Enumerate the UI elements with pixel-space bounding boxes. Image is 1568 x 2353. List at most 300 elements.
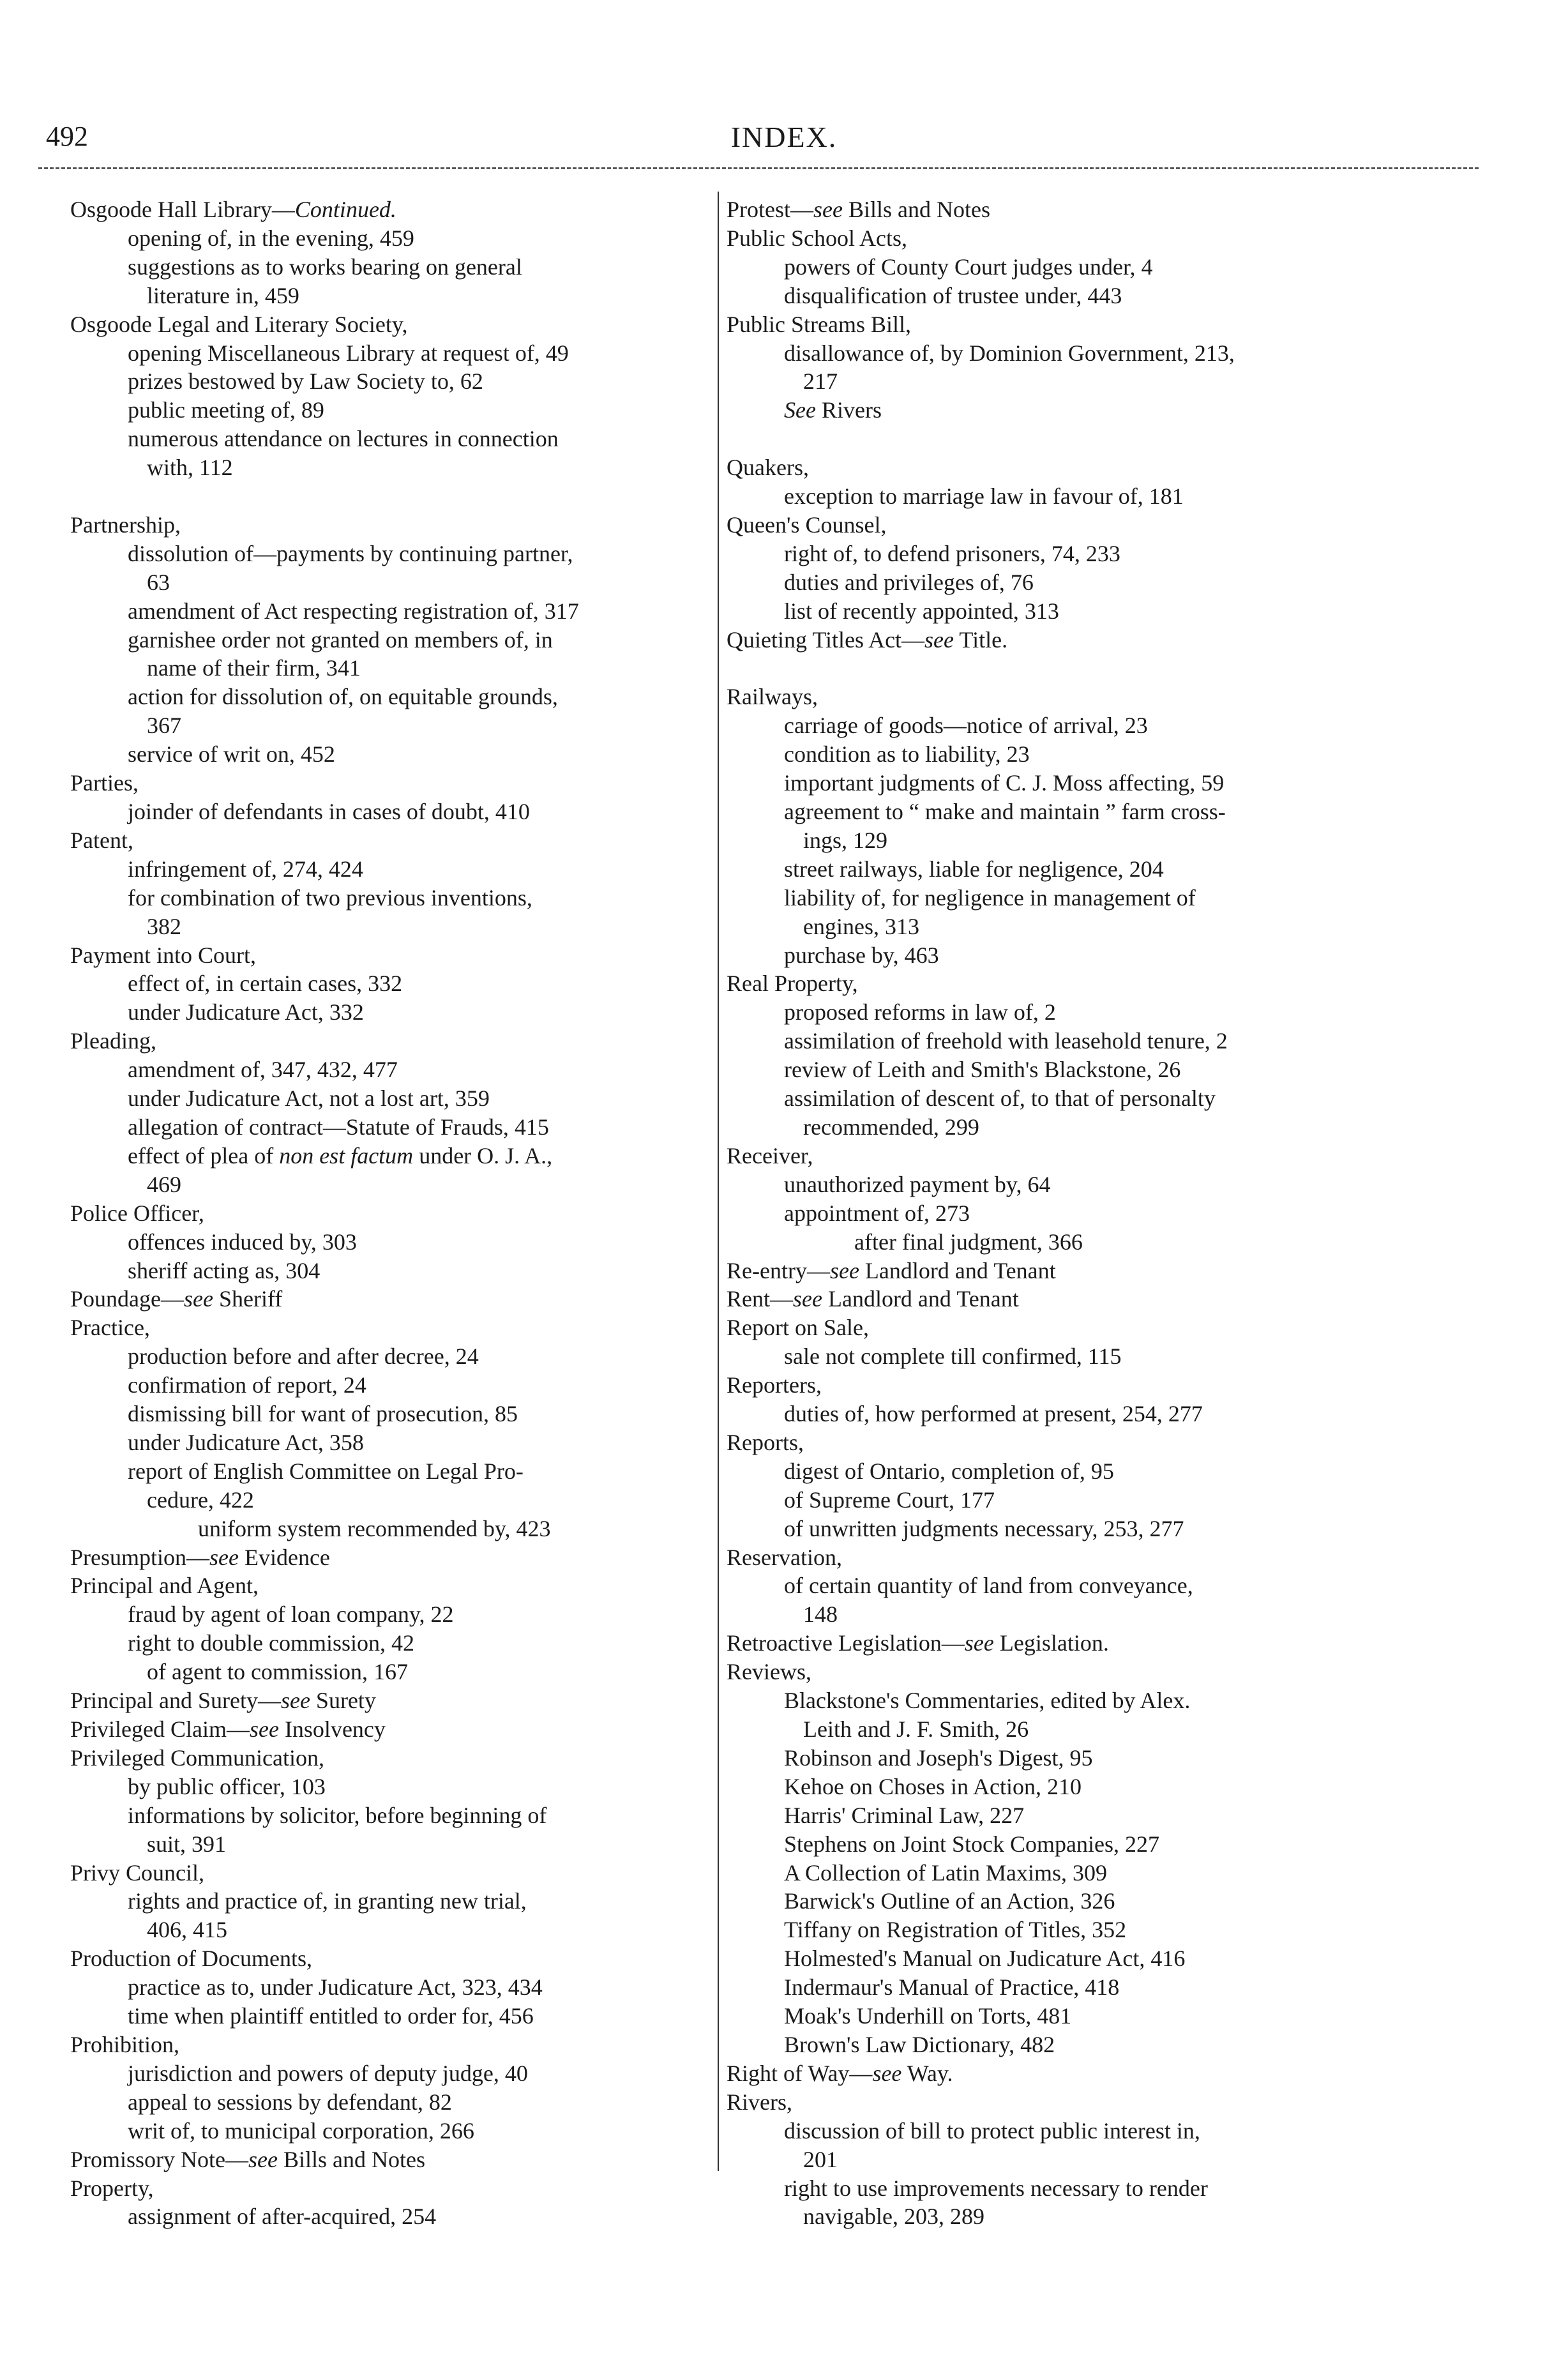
- entry-text: suggestions as to works bearing on general: [128, 253, 522, 280]
- index-subentry: [727, 2031, 1235, 2059]
- entry-text: Queen's Counsel,: [727, 511, 887, 538]
- entry-text: disqualification of trustee under, 443: [784, 282, 1122, 308]
- index-subentry: [70, 1773, 579, 1801]
- entry-text: liability of, for negligence in management of: [784, 884, 1196, 911]
- entry-text: digest of Ontario, completion of, 95: [784, 1458, 1114, 1484]
- index-subentry: [727, 1744, 1235, 1773]
- entry-text: joinder of defendants in cases of doubt, 410: [128, 799, 530, 825]
- entry-text: practice as to, under Judicature Act, 323, 434: [128, 1974, 543, 2001]
- entry-text-after: Insolvency: [278, 1716, 386, 1743]
- index-heading: [727, 1142, 1235, 1170]
- index-subentry: [727, 855, 1235, 884]
- entry-text: numerous attendance on lectures in connection: [128, 426, 559, 452]
- index-subentry: [70, 912, 579, 941]
- entry-text: with, 112: [147, 455, 233, 481]
- entry-text: of Supreme Court, 177: [784, 1487, 995, 1513]
- blank-line: [727, 425, 1235, 453]
- entry-text: literature in, 459: [147, 282, 299, 308]
- index-subentry: [70, 1830, 579, 1859]
- entry-text: report of English Committee on Legal Pro-: [128, 1458, 524, 1484]
- entry-text: duties and privileges of, 76: [784, 569, 1034, 595]
- index-subentry: [70, 1084, 579, 1113]
- index-subentry: [727, 253, 1235, 282]
- index-subentry: [70, 1973, 579, 2002]
- entry-text: Retroactive Legislation—: [727, 1630, 965, 1656]
- entry-text: 148: [803, 1601, 838, 1628]
- entry-text: amendment of Act respecting registration of, 317: [128, 598, 579, 624]
- entry-text: production before and after decree, 24: [128, 1343, 479, 1370]
- entry-italic: see: [964, 1630, 994, 1656]
- entry-text: sheriff acting as, 304: [128, 1257, 320, 1283]
- index-heading: [70, 1313, 579, 1342]
- entry-italic: see: [183, 1286, 213, 1312]
- index-subentry: [727, 1113, 1235, 1142]
- entry-text: Prohibition,: [70, 2031, 180, 2057]
- entry-text: Production of Documents,: [70, 1946, 312, 1972]
- index-subentry: [727, 1228, 1235, 1257]
- entry-text: Promissory Note—: [70, 2146, 248, 2172]
- entry-text: name of their firm, 341: [147, 655, 361, 681]
- entry-text: Barwick's Outline of an Action, 326: [784, 1888, 1115, 1914]
- index-subentry: [727, 1801, 1235, 1830]
- entry-text: action for dissolution of, on equitable grounds,: [128, 684, 558, 710]
- entry-text: Police Officer,: [70, 1200, 204, 1226]
- index-subentry: [70, 654, 579, 683]
- entry-text-after: Landlord and Tenant: [859, 1257, 1056, 1283]
- index-subentry: [727, 2174, 1235, 2203]
- entry-text: Quieting Titles Act—: [727, 626, 925, 653]
- entry-text: 406, 415: [147, 1917, 227, 1943]
- entry-italic: see: [280, 1688, 310, 1714]
- index-heading: [727, 2088, 1235, 2117]
- entry-text: Reporters,: [727, 1372, 822, 1398]
- index-heading: [70, 1571, 579, 1600]
- entry-italic: non est factum: [279, 1142, 414, 1169]
- index-subentry: [70, 1600, 579, 1629]
- entry-text: by public officer, 103: [128, 1773, 326, 1799]
- index-subentry: [727, 2202, 1235, 2231]
- index-subentry: [70, 683, 579, 711]
- index-subentry: [70, 998, 579, 1027]
- index-subentry: [727, 740, 1235, 769]
- entry-text: Principal and Surety—: [70, 1688, 281, 1714]
- index-heading: [727, 310, 1235, 339]
- index-subentry: [70, 1486, 579, 1515]
- entry-text: Privileged Communication,: [70, 1744, 324, 1771]
- entry-text: opening Miscellaneous Library at request of, 49: [128, 340, 569, 366]
- entry-text: 201: [803, 2146, 838, 2172]
- entry-text: Re-entry—: [727, 1257, 830, 1283]
- index-subentry: [70, 1055, 579, 1084]
- entry-text-after: Sheriff: [213, 1286, 283, 1312]
- index-heading: [727, 969, 1235, 998]
- index-subentry: [70, 2117, 579, 2145]
- entry-text: jurisdiction and powers of deputy judge, 40: [128, 2060, 528, 2086]
- entry-italic: Continued.: [294, 197, 396, 222]
- index-subentry: [727, 396, 1235, 425]
- entry-text-after: Rivers: [815, 397, 882, 423]
- entry-text-after: Landlord and Tenant: [822, 1286, 1019, 1312]
- entry-italic: see: [249, 1716, 279, 1743]
- entry-text: suit, 391: [147, 1831, 227, 1857]
- entry-italic: see: [209, 1544, 239, 1570]
- entry-text: street railways, liable for negligence, 204: [784, 856, 1164, 882]
- entry-text: 469: [147, 1171, 181, 1197]
- index-heading: [70, 1859, 579, 1888]
- entry-text: A Collection of Latin Maxims, 309: [784, 1859, 1107, 1886]
- index-subentry: [70, 1457, 579, 1486]
- entry-text: assignment of after-acquired, 254: [128, 2204, 437, 2230]
- index-heading: [70, 511, 579, 540]
- index-subentry: [70, 540, 579, 568]
- entry-text: informations by solicitor, before beginning of: [128, 1802, 547, 1828]
- index-subentry: [70, 597, 579, 626]
- entry-text: carriage of goods—notice of arrival, 23: [784, 713, 1148, 739]
- index-subentry: [727, 1084, 1235, 1113]
- entry-text: writ of, to municipal corporation, 266: [128, 2117, 474, 2144]
- index-subentry: [70, 2059, 579, 2088]
- entry-text: powers of County Court judges under, 4: [784, 253, 1153, 280]
- entry-italic: see: [872, 2060, 902, 2086]
- index-heading: [727, 626, 1235, 654]
- index-subentry: [70, 1228, 579, 1257]
- entry-text: condition as to liability, 23: [784, 741, 1030, 768]
- index-subentry: [727, 1571, 1235, 1600]
- entry-text: Osgoode Hall Library—: [70, 197, 295, 222]
- entry-text: under Judicature Act, not a lost art, 359: [128, 1086, 490, 1112]
- index-heading: [70, 769, 579, 798]
- entry-text: appointment of, 273: [784, 1200, 970, 1226]
- entry-text: Brown's Law Dictionary, 482: [784, 2031, 1055, 2057]
- index-subentry: [70, 2002, 579, 2031]
- entry-text: offences induced by, 303: [128, 1229, 357, 1255]
- index-heading: [70, 1744, 579, 1773]
- entry-text: Kehoe on Choses in Action, 210: [784, 1773, 1082, 1799]
- index-subentry: [727, 769, 1235, 798]
- entry-text: of unwritten judgments necessary, 253, 277: [784, 1515, 1184, 1541]
- page-title: INDEX.: [730, 121, 838, 153]
- index-subentry: [727, 1973, 1235, 2002]
- index-heading: [727, 224, 1235, 253]
- index-heading: [727, 511, 1235, 540]
- entry-text: Parties,: [70, 770, 139, 796]
- index-subentry: [70, 1629, 579, 1658]
- index-heading: [70, 2031, 579, 2059]
- index-subentry: [70, 568, 579, 597]
- entry-italic: see: [924, 626, 954, 653]
- entry-text: agreement to “ make and maintain ” farm cross-: [784, 799, 1226, 824]
- index-subentry: [70, 253, 579, 282]
- entry-text: Presumption—: [70, 1544, 210, 1570]
- entry-text: Patent,: [70, 827, 133, 853]
- index-heading: [727, 1658, 1235, 1686]
- entry-text: disallowance of, by Dominion Government, 213,: [784, 340, 1235, 366]
- index-heading: [727, 1285, 1235, 1313]
- index-subentry: [727, 540, 1235, 568]
- index-subentry: [727, 884, 1235, 912]
- index-subentry: [70, 339, 579, 368]
- entry-text: under Judicature Act, 332: [128, 999, 364, 1025]
- entry-text: Tiffany on Registration of Titles, 352: [784, 1917, 1127, 1943]
- entry-text: right of, to defend prisoners, 74, 233: [784, 540, 1120, 566]
- entry-text: Quakers,: [727, 455, 809, 481]
- entry-text: Reviews,: [727, 1659, 811, 1685]
- index-subentry: [727, 1916, 1235, 1944]
- entry-text-after: Way.: [901, 2060, 953, 2086]
- index-subentry: [727, 1486, 1235, 1515]
- entry-italic: See: [784, 397, 816, 423]
- entry-text: allegation of contract—Statute of Frauds, 415: [128, 1114, 549, 1140]
- entry-italic: see: [793, 1286, 822, 1312]
- entry-text-after: Title.: [954, 626, 1008, 653]
- index-subentry: [727, 941, 1235, 970]
- entry-text: Reports,: [727, 1429, 804, 1455]
- index-subentry: [70, 1142, 579, 1170]
- index-heading: [70, 1686, 579, 1715]
- entry-text: duties of, how performed at present, 254, 277: [784, 1401, 1203, 1427]
- index-subentry: [727, 1055, 1235, 1084]
- index-heading: [727, 453, 1235, 482]
- index-subentry: [70, 969, 579, 998]
- index-subentry: [727, 1944, 1235, 1973]
- index-subentry: [727, 1515, 1235, 1543]
- entry-text: effect of, in certain cases, 332: [128, 971, 403, 997]
- entry-italic: see: [829, 1257, 859, 1283]
- entry-text: Blackstone's Commentaries, edited by Alex.: [784, 1688, 1191, 1714]
- index-subentry: [727, 282, 1235, 310]
- index-subentry: [727, 1859, 1235, 1888]
- page-number: 492: [46, 121, 88, 152]
- entry-text: ings, 129: [803, 827, 888, 853]
- entry-text: Reservation,: [727, 1544, 842, 1570]
- header-rule: [38, 167, 1479, 169]
- entry-text: Right of Way—: [727, 2060, 873, 2086]
- index-subentry: [727, 1887, 1235, 1916]
- entry-text: of certain quantity of land from conveyance,: [784, 1573, 1193, 1599]
- entry-text: public meeting of, 89: [128, 397, 324, 423]
- entry-text: dismissing bill for want of prosecution, 85: [128, 1401, 518, 1427]
- index-subentry: [70, 1400, 579, 1428]
- index-heading: [70, 1285, 579, 1313]
- entry-text: infringement of, 274, 424: [128, 856, 363, 882]
- index-heading: [70, 2174, 579, 2203]
- entry-text-after: Bills and Notes: [277, 2146, 425, 2172]
- index-subentry: [727, 1400, 1235, 1428]
- entry-text: 217: [803, 368, 838, 395]
- entry-italic: see: [248, 2146, 278, 2172]
- entry-text: service of writ on, 452: [128, 741, 335, 768]
- entry-text: right to double commission, 42: [128, 1630, 414, 1656]
- entry-text: time when plaintiff entitled to order for, 456: [128, 2003, 534, 2029]
- index-heading: [70, 1543, 579, 1572]
- index-subentry: [70, 740, 579, 769]
- index-subentry: [727, 998, 1235, 1027]
- index-heading: [727, 2059, 1235, 2088]
- entry-text: 382: [147, 913, 181, 939]
- index-subentry: [70, 1916, 579, 1944]
- entry-text: amendment of, 347, 432, 477: [128, 1057, 398, 1083]
- index-heading: [70, 2145, 579, 2174]
- entry-text: Protest—: [727, 197, 814, 222]
- index-heading: [727, 1313, 1235, 1342]
- index-subentry: [70, 2088, 579, 2117]
- index-subentry: [70, 1257, 579, 1285]
- entry-text: Report on Sale,: [727, 1315, 869, 1341]
- entry-text: after final judgment, 366: [854, 1229, 1083, 1255]
- entry-text: important judgments of C. J. Moss affecting, 59: [784, 770, 1225, 796]
- blank-line: [727, 654, 1235, 683]
- entry-text: assimilation of freehold with leasehold tenure, 2: [784, 1028, 1228, 1054]
- index-subentry: [727, 339, 1235, 368]
- entry-text: recommended, 299: [803, 1114, 979, 1140]
- entry-text-after: Surety: [310, 1688, 376, 1714]
- index-subentry: [727, 1715, 1235, 1744]
- index-subentry: [727, 1199, 1235, 1228]
- entry-text: effect of plea of: [128, 1142, 280, 1169]
- entry-italic: see: [813, 197, 843, 222]
- column-divider: [718, 192, 719, 2171]
- entry-text: appeal to sessions by defendant, 82: [128, 2089, 452, 2115]
- index-heading: [70, 1199, 579, 1228]
- entry-text: navigable, 203, 289: [803, 2204, 984, 2230]
- entry-text: purchase by, 463: [784, 942, 939, 968]
- entry-text: prizes bestowed by Law Society to, 62: [128, 368, 483, 395]
- entry-text-after: Legislation.: [993, 1630, 1109, 1656]
- entry-text: Privy Council,: [70, 1859, 205, 1886]
- index-subentry: [70, 626, 579, 654]
- entry-text: 63: [147, 569, 170, 595]
- index-subentry: [727, 912, 1235, 941]
- index-subentry: [70, 798, 579, 826]
- entry-text: right to use improvements necessary to render: [784, 2175, 1208, 2201]
- entry-text: Holmested's Manual on Judicature Act, 416: [784, 1946, 1186, 1972]
- index-heading: [727, 683, 1235, 711]
- entry-text: Robinson and Joseph's Digest, 95: [784, 1744, 1093, 1771]
- entry-text: rights and practice of, in granting new trial,: [128, 1888, 527, 1914]
- entry-text: Payment into Court,: [70, 942, 256, 968]
- entry-text: list of recently appointed, 313: [784, 598, 1059, 624]
- index-subentry: [70, 2202, 579, 2231]
- entry-text: Poundage—: [70, 1286, 184, 1312]
- entry-text: 367: [147, 713, 181, 739]
- index-subentry: [70, 1113, 579, 1142]
- entry-text: Property,: [70, 2175, 154, 2201]
- entry-text: opening of, in the evening, 459: [128, 225, 414, 251]
- entry-text: Partnership,: [70, 511, 181, 538]
- entry-text: fraud by agent of loan company, 22: [128, 1601, 454, 1628]
- index-subentry: [727, 2145, 1235, 2174]
- entry-text: Practice,: [70, 1315, 150, 1341]
- index-subentry: [70, 1371, 579, 1400]
- index-subentry: [70, 1801, 579, 1830]
- entry-text-after: Bills and Notes: [842, 197, 990, 222]
- index-heading: [70, 195, 579, 224]
- entry-text: under Judicature Act, 358: [128, 1429, 364, 1455]
- entry-text: Receiver,: [727, 1142, 813, 1169]
- entry-text: exception to marriage law in favour of, 181: [784, 483, 1184, 510]
- entry-text: Principal and Agent,: [70, 1573, 259, 1599]
- entry-text: proposed reforms in law of, 2: [784, 999, 1056, 1025]
- index-heading: [70, 310, 579, 339]
- index-subentry: [70, 1515, 579, 1543]
- entry-text: cedure, 422: [147, 1487, 254, 1513]
- index-heading: [727, 1428, 1235, 1457]
- entry-text: Harris' Criminal Law, 227: [784, 1802, 1025, 1828]
- index-subentry: [70, 425, 579, 453]
- index-subentry: [727, 2002, 1235, 2031]
- index-subentry: [70, 453, 579, 482]
- index-subentry: [727, 1027, 1235, 1055]
- entry-text: Privileged Claim—: [70, 1716, 250, 1743]
- entry-text: Stephens on Joint Stock Companies, 227: [784, 1831, 1159, 1857]
- index-heading: [727, 1371, 1235, 1400]
- entry-text-after: Evidence: [238, 1544, 330, 1570]
- entry-text: Indermaur's Manual of Practice, 418: [784, 1974, 1120, 2001]
- index-subentry: [70, 1342, 579, 1371]
- entry-text: dissolution of—payments by continuing partner,: [128, 540, 573, 566]
- index-subentry: [70, 1658, 579, 1686]
- blank-line: [70, 482, 579, 511]
- entry-text: Real Property,: [727, 971, 858, 997]
- index-subentry: [70, 224, 579, 253]
- index-subentry: [70, 1170, 579, 1199]
- entry-text: assimilation of descent of, to that of personalty: [784, 1086, 1216, 1112]
- entry-text: Leith and J. F. Smith, 26: [803, 1716, 1029, 1742]
- entry-text: Rent—: [727, 1286, 793, 1312]
- index-heading: [727, 1543, 1235, 1572]
- index-heading: [727, 1629, 1235, 1658]
- entry-text: uniform system recommended by, 423: [198, 1515, 551, 1541]
- entry-text: Osgoode Legal and Literary Society,: [70, 311, 408, 337]
- index-heading: [70, 826, 579, 855]
- index-subentry: [727, 367, 1235, 396]
- index-subentry: [70, 396, 579, 425]
- entry-text: discussion of bill to protect public interest in,: [784, 2117, 1200, 2144]
- index-subentry: [727, 482, 1235, 511]
- entry-text: Pleading,: [70, 1028, 156, 1054]
- index-subentry: [727, 1457, 1235, 1486]
- entry-text-after: under O. J. A.,: [413, 1142, 553, 1169]
- index-heading: [727, 195, 1235, 224]
- index-subentry: [70, 711, 579, 740]
- index-subentry: [70, 282, 579, 310]
- index-subentry: [70, 367, 579, 396]
- index-subentry: [727, 798, 1235, 826]
- index-subentry: [70, 1887, 579, 1916]
- index-column-right: [727, 195, 1235, 2231]
- entry-text: unauthorized payment by, 64: [784, 1171, 1051, 1197]
- index-heading: [70, 941, 579, 970]
- entry-text: engines, 313: [803, 913, 919, 939]
- entry-text: Public Streams Bill,: [727, 311, 912, 337]
- index-subentry: [70, 884, 579, 912]
- entry-text: for combination of two previous inventions,: [128, 884, 532, 911]
- entry-text: of agent to commission, 167: [147, 1659, 408, 1685]
- index-subentry: [727, 2117, 1235, 2145]
- entry-text: Public School Acts,: [727, 225, 908, 251]
- index-subentry: [727, 1342, 1235, 1371]
- entry-text: Moak's Underhill on Torts, 481: [784, 2003, 1072, 2029]
- index-heading: [70, 1027, 579, 1055]
- index-heading: [70, 1715, 579, 1744]
- index-subentry: [727, 1600, 1235, 1629]
- index-subentry: [727, 711, 1235, 740]
- entry-text: Rivers,: [727, 2089, 792, 2115]
- index-subentry: [70, 1428, 579, 1457]
- index-heading: [70, 1944, 579, 1973]
- index-subentry: [70, 855, 579, 884]
- index-subentry: [727, 1170, 1235, 1199]
